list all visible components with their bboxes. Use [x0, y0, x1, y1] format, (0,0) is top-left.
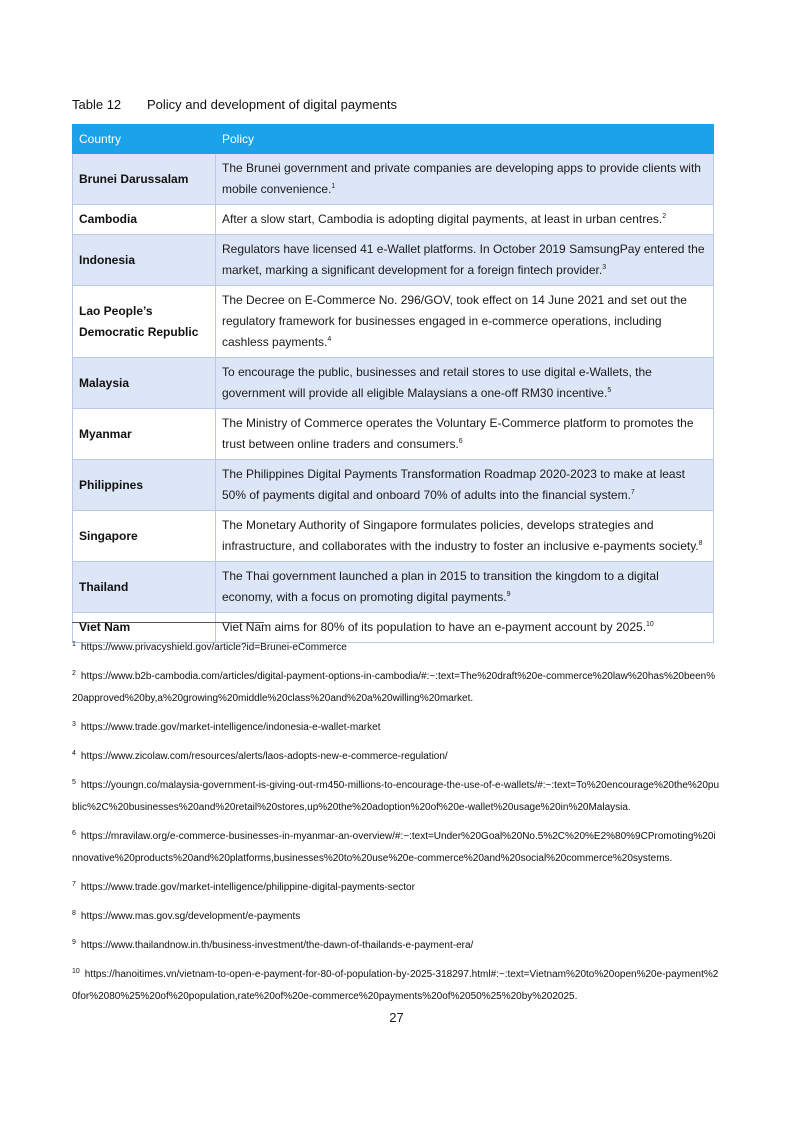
row-country: Philippines [73, 460, 216, 511]
footnote-number: 7 [72, 880, 76, 888]
policy-text: To encourage the public, businesses and retail stores to use digital e-Wallets, the government will provide all eligible Malaysians a one-off RM30 incentive. [222, 365, 652, 400]
header-policy: Policy [216, 125, 714, 154]
footnote-link[interactable]: https://www.trade.gov/market-intelligence/philippine-digital-payments-sector [80, 882, 415, 893]
footnote-number: 9 [72, 938, 76, 946]
row-policy [216, 562, 714, 613]
row-policy [216, 358, 714, 409]
footnote-number: 5 [72, 778, 76, 786]
footnote-ref: 1 [331, 183, 336, 190]
table-number: Table 12 [72, 97, 122, 112]
table-row [73, 562, 714, 613]
row-country: Singapore [73, 511, 216, 562]
row-country: Lao People’s Democratic Republic [73, 286, 216, 358]
policy-text: After a slow start, Cambodia is adopting digital payments, at least in urban centres. [222, 212, 663, 226]
table-row [73, 460, 714, 511]
policy-text: The Ministry of Commerce operates the Voluntary E-Commerce platform to promotes the trust between online traders and consumers. [222, 416, 694, 451]
table-title: Policy and development of digital payments [147, 97, 398, 112]
footnote-ref: 2 [662, 213, 667, 220]
row-country: Indonesia [73, 235, 216, 286]
footnote [72, 826, 720, 870]
row-country: Myanmar [73, 409, 216, 460]
footnote-ref: 8 [698, 540, 703, 547]
footnote [72, 877, 720, 899]
table-row [73, 205, 714, 235]
footnote-separator [72, 622, 264, 623]
footnote [72, 637, 720, 659]
policy-text: Regulators have licensed 41 e-Wallet platforms. In October 2019 SamsungPay entered the market, marking a significant development for a foreign fintech provider. [222, 242, 705, 277]
policy-text: Viet Nam aims for 80% of its population to have an e-payment account by 2025. [222, 620, 647, 634]
footnote [72, 906, 720, 928]
table-row [73, 358, 714, 409]
footnote-link[interactable]: https://mravilaw.org/e-commerce-businesses-in-myanmar-an-overview/#:~:text=Under%20Goal%20No.5%2C%20%E2%80%9CPromoting%20innovative%20products%20and%20platforms,businesses%20to%20use%20e-commerce%20and%20social%20commerce%20systems. [72, 831, 716, 864]
policy-text: The Monetary Authority of Singapore formulates policies, develops strategies and infrastructure, and collaborates with the industry to foster an inclusive e-payments society. [222, 518, 699, 553]
footnote [72, 775, 720, 819]
footnote-ref: 9 [506, 591, 511, 598]
footnote [72, 964, 720, 1008]
footnote-number: 3 [72, 720, 76, 728]
footnote-ref: 10 [646, 621, 654, 628]
footnote-ref: 3 [602, 264, 607, 271]
footnote [72, 935, 720, 957]
row-policy [216, 154, 714, 205]
policy-text: The Brunei government and private companies are developing apps to provide clients with mobile convenience. [222, 161, 701, 196]
table-row [73, 286, 714, 358]
footnote-number: 2 [72, 669, 76, 677]
footnote-number: 6 [72, 829, 76, 837]
row-policy [216, 205, 714, 235]
row-policy [216, 409, 714, 460]
table-row [73, 409, 714, 460]
policy-text: The Thai government launched a plan in 2015 to transition the kingdom to a digital economy, with a focus on promoting digital payments. [222, 569, 659, 604]
footnote [72, 717, 720, 739]
footnote-ref: 5 [607, 387, 612, 394]
row-country: Brunei Darussalam [73, 154, 216, 205]
row-policy [216, 235, 714, 286]
row-policy [216, 286, 714, 358]
policy-table [72, 124, 714, 643]
table-row [73, 235, 714, 286]
policy-text: The Philippines Digital Payments Transformation Roadmap 2020-2023 to make at least 50% of payments digital and onboard 70% of adults into the financial system. [222, 467, 685, 502]
footnote-link[interactable]: https://www.mas.gov.sg/development/e-payments [80, 911, 301, 922]
table-header-row [73, 125, 714, 154]
row-country: Viet Nam [73, 613, 216, 643]
footnote-number: 4 [72, 749, 76, 757]
row-policy [216, 511, 714, 562]
row-policy [216, 460, 714, 511]
table-row [73, 154, 714, 205]
footnote-ref: 7 [630, 489, 635, 496]
footnote-link[interactable]: https://www.trade.gov/market-intelligence/indonesia-e-wallet-market [80, 722, 381, 733]
footnote-link[interactable]: https://www.thailandnow.in.th/business-investment/the-dawn-of-thailands-e-payment-era/ [80, 940, 474, 951]
footnote-link[interactable]: https://youngn.co/malaysia-government-is-giving-out-rm450-millions-to-encourage-the-use-of-e-wallets/#:~:text=To%20encourage%20the%20public%2C%20businesses%20and%20retail%20stores,up%20the%20adoption%20of%20e-wallet%20usage%20in%20Malaysia. [72, 780, 720, 813]
row-country: Cambodia [73, 205, 216, 235]
footnote-number: 8 [72, 909, 76, 917]
footnote-ref: 6 [458, 438, 463, 445]
footnote [72, 666, 720, 710]
footnote-link[interactable]: https://hanoitimes.vn/vietnam-to-open-e-payment-for-80-of-population-by-2025-318297.html#:~:text=Vietnam%20to%20open%20e-payment%20for%2080%25%20of%20population,rate%20of%20e-commerce%20payments%20of%2050%25%20by%202025. [72, 969, 719, 1002]
page-number: 27 [389, 1010, 404, 1025]
row-country: Thailand [73, 562, 216, 613]
table-caption [72, 97, 397, 112]
footnote-link[interactable]: https://www.b2b-cambodia.com/articles/digital-payment-options-in-cambodia/#:~:text=The%20draft%20e-commerce%20law%20has%20been%20approved%20by,a%20growing%20middle%20class%20and%20a%20willing%20market. [72, 671, 716, 704]
footnote-number: 1 [72, 640, 76, 648]
footnote-link[interactable]: https://www.zicolaw.com/resources/alerts/laos-adopts-new-e-commerce-regulation/ [80, 751, 448, 762]
footnote-link[interactable]: https://www.privacyshield.gov/article?id=Brunei-eCommerce [80, 642, 347, 653]
footnote-ref: 4 [327, 336, 332, 343]
footnote [72, 746, 720, 768]
footnote-number: 10 [72, 967, 80, 975]
footnotes [72, 637, 720, 1015]
policy-text: The Decree on E-Commerce No. 296/GOV, took effect on 14 June 2021 and set out the regulatory framework for businesses engaged in e-commerce operations, including cashless payments. [222, 293, 687, 349]
header-country: Country [73, 125, 216, 154]
row-country: Malaysia [73, 358, 216, 409]
table-row [73, 511, 714, 562]
